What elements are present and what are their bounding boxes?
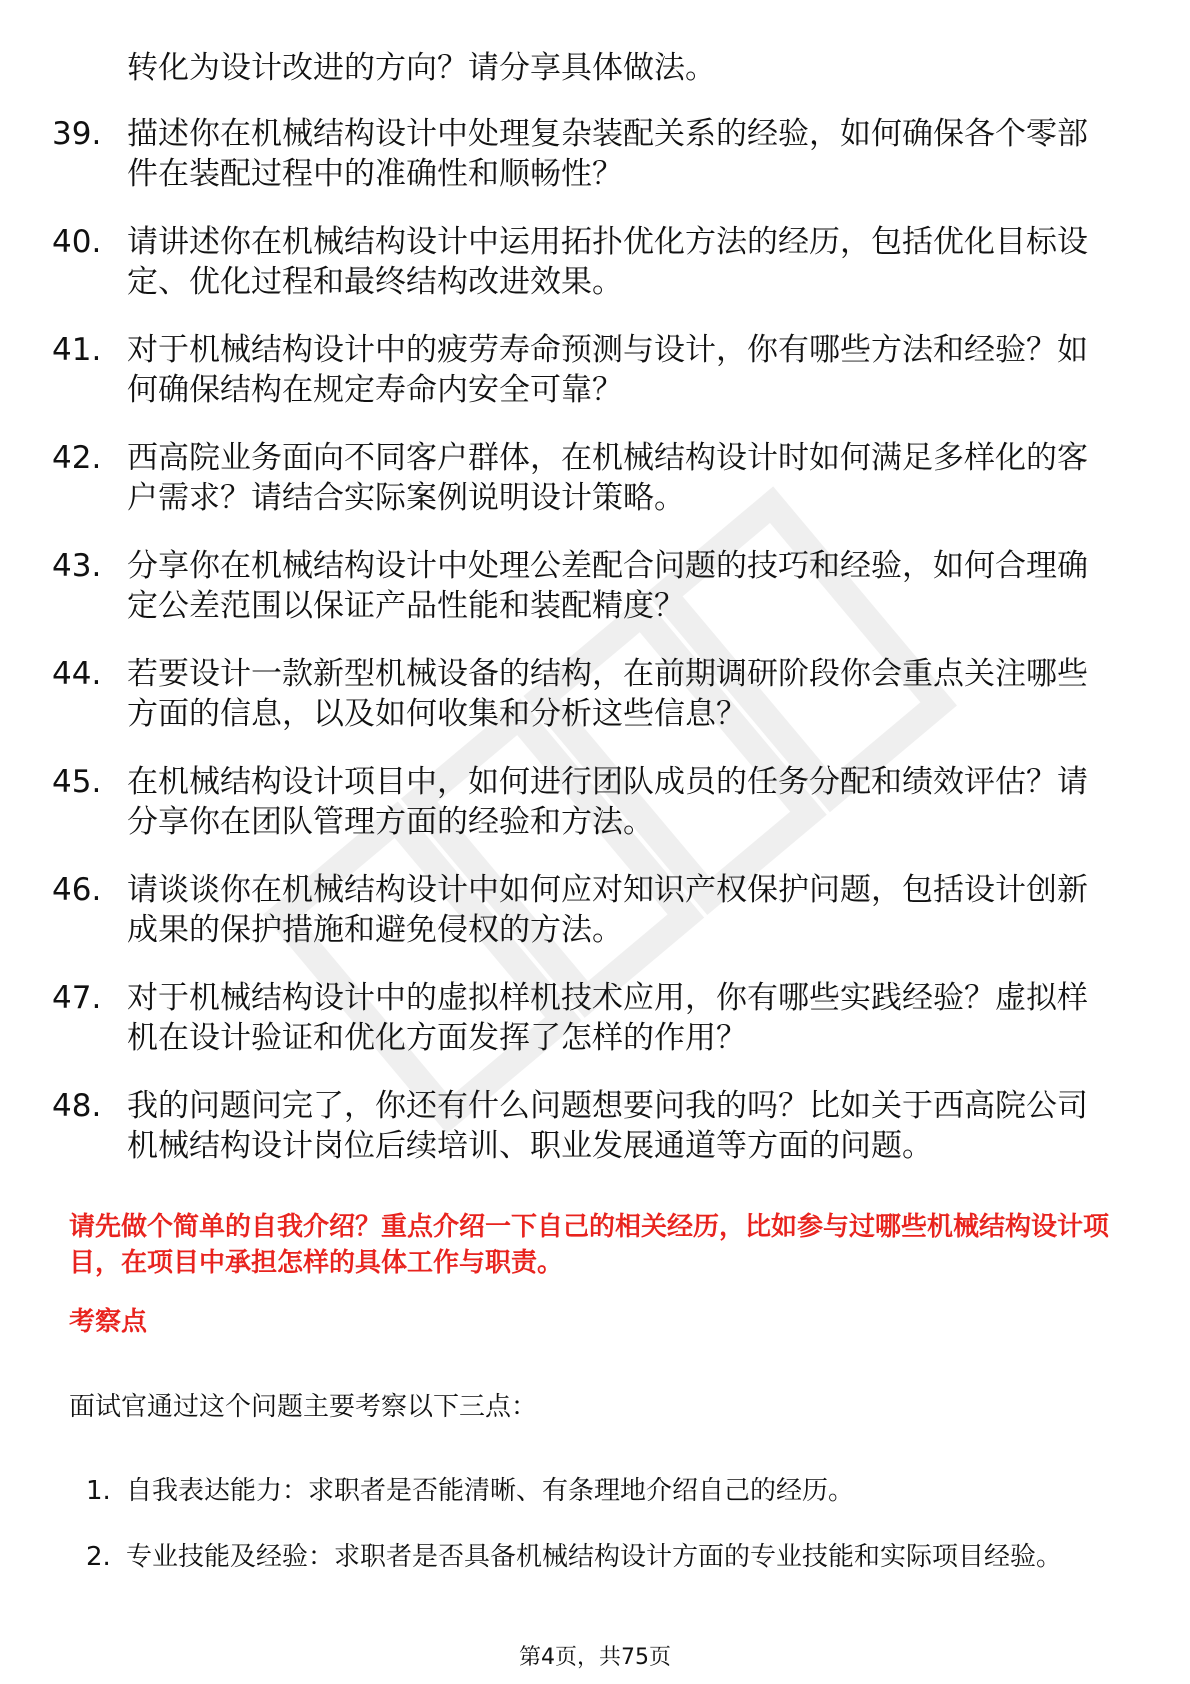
question-item bbox=[52, 546, 1112, 626]
question-text: 分享你在机械结构设计中处理公差配合问题的技巧和经验，如何合理确定公差范围以保证产品性能和装配精度？ bbox=[127, 548, 1088, 624]
question-text: 请讲述你在机械结构设计中运用拓扑优化方法的经历，包括优化目标设定、优化过程和最终结构改进效果。 bbox=[127, 224, 1088, 300]
assessment-point bbox=[86, 1465, 1126, 1517]
question-item bbox=[52, 114, 1112, 194]
question-item bbox=[52, 438, 1112, 518]
question-text: 我的问题问完了，你还有什么问题想要问我的吗？比如关于西高院公司机械结构设计岗位后续培训、职业发展通道等方面的问题。 bbox=[127, 1088, 1088, 1164]
question-list bbox=[52, 114, 1112, 1194]
section-heading: 考察点 bbox=[69, 1307, 148, 1337]
question-item bbox=[52, 330, 1112, 410]
point-number: 1. bbox=[86, 1476, 111, 1506]
question-item bbox=[52, 978, 1112, 1058]
question-item bbox=[52, 1086, 1112, 1166]
question-number: 43. bbox=[52, 548, 102, 584]
intro-text: 面试官通过这个问题主要考察以下三点： bbox=[69, 1392, 538, 1422]
question-number: 40. bbox=[52, 224, 102, 260]
question-number: 42. bbox=[52, 440, 102, 476]
question-number: 46. bbox=[52, 872, 102, 908]
question-number: 41. bbox=[52, 332, 102, 368]
question-number: 39. bbox=[52, 116, 102, 152]
question-item bbox=[52, 870, 1112, 950]
question-text: 在机械结构设计项目中，如何进行团队成员的任务分配和绩效评估？请分享你在团队管理方面的经验和方法。 bbox=[127, 764, 1088, 840]
question-number: 48. bbox=[52, 1088, 102, 1124]
question-item bbox=[52, 222, 1112, 302]
question-number: 47. bbox=[52, 980, 102, 1016]
question-text: 西高院业务面向不同客户群体，在机械结构设计时如何满足多样化的客户需求？请结合实际案例说明设计策略。 bbox=[127, 440, 1088, 516]
assessment-points-list bbox=[86, 1465, 1126, 1597]
point-text: 专业技能及经验：求职者是否具备机械结构设计方面的专业技能和实际项目经验。 bbox=[126, 1542, 1063, 1572]
question-text: 对于机械结构设计中的疲劳寿命预测与设计，你有哪些方法和经验？如何确保结构在规定寿命内安全可靠？ bbox=[127, 332, 1088, 408]
highlighted-question: 请先做个简单的自我介绍？重点介绍一下自己的相关经历，比如参与过哪些机械结构设计项目，在项目中承担怎样的具体工作与职责。 bbox=[69, 1212, 1110, 1278]
question-continuation-text: 转化为设计改进的方向？请分享具体做法。 bbox=[127, 50, 716, 86]
question-number: 45. bbox=[52, 764, 102, 800]
question-item bbox=[52, 654, 1112, 734]
question-text: 描述你在机械结构设计中处理复杂装配关系的经验，如何确保各个零部件在装配过程中的准确性和顺畅性？ bbox=[127, 116, 1088, 192]
assessment-point bbox=[86, 1531, 1126, 1583]
question-text: 对于机械结构设计中的虚拟样机技术应用，你有哪些实践经验？虚拟样机在设计验证和优化方面发挥了怎样的作用？ bbox=[127, 980, 1088, 1056]
point-text: 自我表达能力：求职者是否能清晰、有条理地介绍自己的经历。 bbox=[126, 1476, 855, 1506]
question-item bbox=[52, 762, 1112, 842]
page-footer: 第4页，共75页 bbox=[519, 1645, 671, 1670]
question-text: 若要设计一款新型机械设备的结构，在前期调研阶段你会重点关注哪些方面的信息，以及如何收集和分析这些信息？ bbox=[127, 656, 1088, 732]
question-text: 请谈谈你在机械结构设计中如何应对知识产权保护问题，包括设计创新成果的保护措施和避免侵权的方法。 bbox=[127, 872, 1088, 948]
question-number: 44. bbox=[52, 656, 102, 692]
point-number: 2. bbox=[86, 1542, 111, 1572]
